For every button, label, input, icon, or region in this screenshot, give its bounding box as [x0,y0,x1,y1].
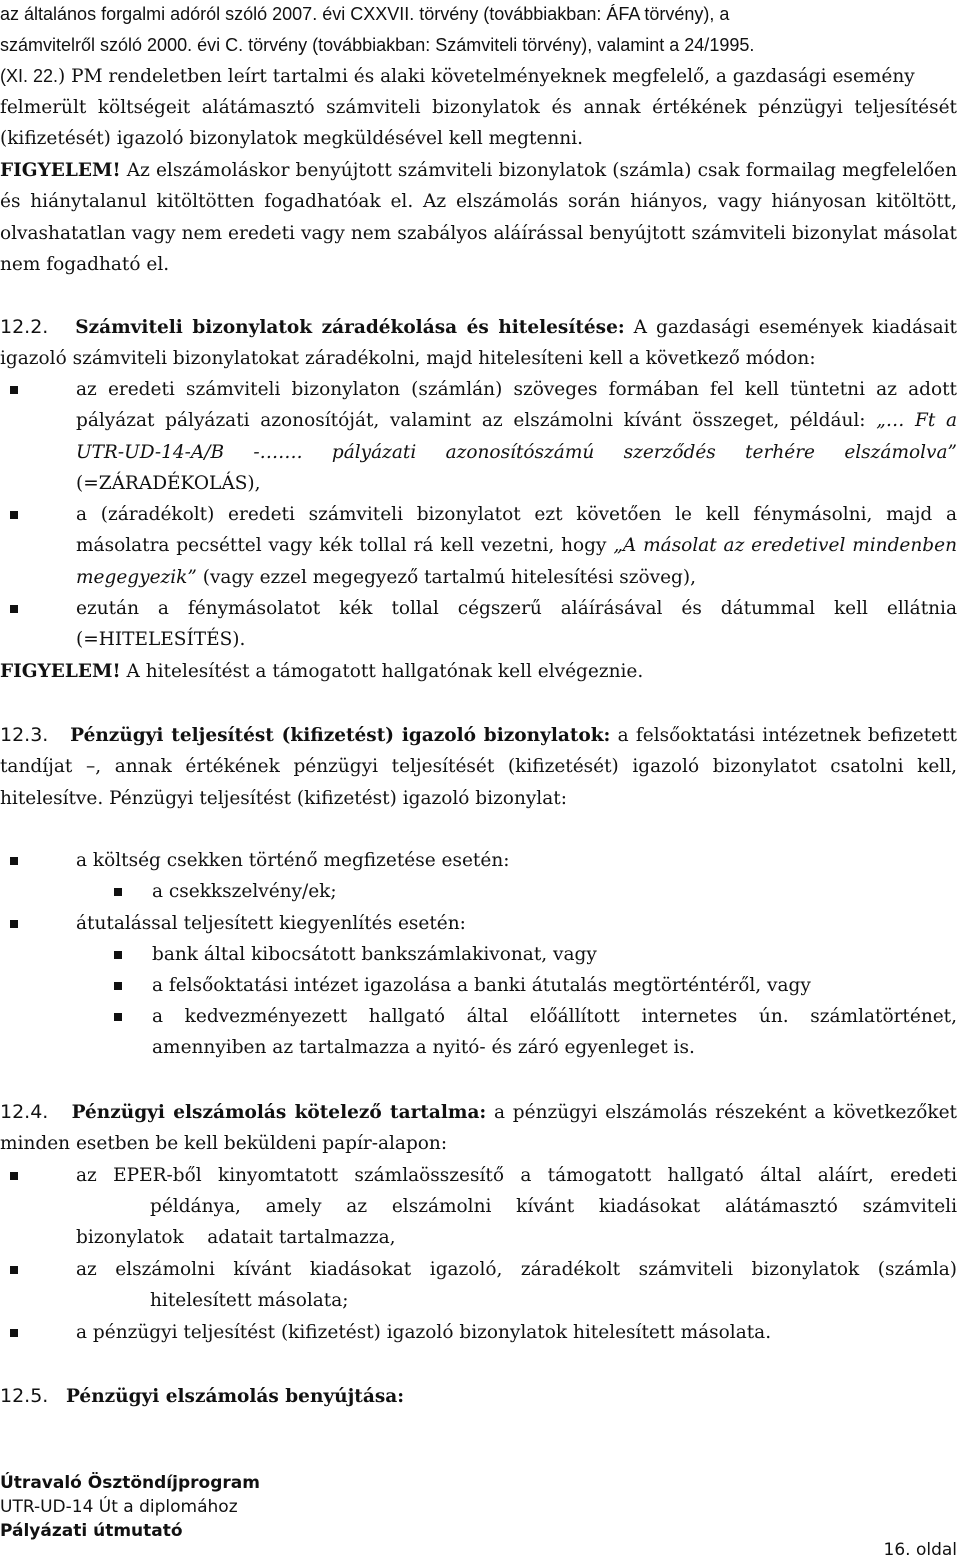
bullet-square-icon [10,605,18,613]
bullet-square-icon [10,1329,18,1337]
list-item [76,374,957,499]
footer-document-name: Pályázati útmutató [0,1521,183,1541]
list-item: ezután a fénymásolatot kék tollal cégszerű aláírásával és dátummal kell ellátnia (=HITELESÍTÉS). [76,598,957,651]
section-title: Pénzügyi teljesítést (kifizetést) igazoló bizonylatok: [70,725,611,746]
section-12-4-paragraph [0,1097,957,1160]
section-12-3-paragraph [0,720,957,814]
intro-paragraph: felmerült költségeit alátámasztó számviteli bizonylatok és annak értékének pénzügyi teljesítését (kifizetését) igazoló bizonylatok megküldésével kell megtenni. [0,97,957,150]
list-item-text: a (záradékolt) eredeti számviteli bizonylatot ezt követően le kell fénymásolni, majd a másolatra pecséttel vagy kék tollal rá kell vezetni, hogy [76,504,957,557]
list-item-continuation: bizonylatok adatait tartalmazza, [76,1227,396,1248]
section-title: Számviteli bizonylatok záradékolása és hitelesítése: [75,317,625,338]
section-title: Pénzügyi elszámolás benyújtása: [66,1386,405,1407]
intro-line-1: az általános forgalmi adóról szóló 2007. évi CXXVII. törvény (továbbiakban: ÁFA törvény), a [0,4,730,24]
section-12-2-warning [0,656,957,687]
section-text: a pénzügyi elszámolás részeként a következőket minden esetben be kell beküldeni papír-alapon: [0,1102,957,1155]
bullet-square-icon [114,888,122,896]
bullet-square-icon [114,1013,122,1021]
list-item: a pénzügyi teljesítést (kifizetést) igazoló bizonylatok hitelesített másolata. [76,1322,772,1343]
section-12-2-paragraph [0,312,957,375]
intro-warning [0,155,957,280]
sub-list-item: bank által kibocsátott bankszámlakivonat, vagy [152,944,597,965]
warning-text: Az elszámoláskor benyújtott számviteli bizonylatok (számla) csak formailag megfelelően és hiánytalanul kitöltötten fogadhatóak el. Az elszámolás során hiányos, vagy hiányosan kitöltött, olvashatatlan vagy nem eredeti vagy nem szabályos aláírással benyújtott számviteli bizonylat másolat nem fogadható el. [0,160,957,275]
list-item-continuation: hitelesített másolata; [150,1290,349,1311]
section-text: a felsőoktatási intézetnek befizetett tandíjat –, annak értékének pénzügyi teljesítését (kifizetését) igazoló bizonylatot csatolni kell, hitelesítve. Pénzügyi teljesítést (kifizetést) igazoló bizonylat: [0,725,957,809]
list-item: az elszámolni kívánt kiadásokat igazoló, záradékolt számviteli bizonylatok (számla) [76,1259,957,1280]
bullet-square-icon [10,857,18,865]
bullet-square-icon [10,386,18,394]
bullet-square-icon [10,511,18,519]
intro-date: (XI. 22. [0,66,59,86]
list-item: a költség csekken történő megfizetése esetén: [76,850,510,871]
bullet-square-icon [114,982,122,990]
intro-line-2: számvitelről szóló 2000. évi C. törvény (továbbiakban: Számviteli törvény), valamint a 24/1995. [0,35,755,55]
warning-text: A hitelesítést a támogatott hallgatónak kell elvégeznie. [120,661,644,682]
bullet-square-icon [10,920,18,928]
sub-list-item: a csekkszelvény/ek; [152,881,337,902]
warning-label: FIGYELEM! [0,160,121,181]
bullet-square-icon [114,951,122,959]
list-item-continuation: példánya, amely az elszámolni kívánt kiadásokat alátámasztó számviteli [150,1196,957,1217]
list-item [76,499,957,593]
section-title: Pénzügyi elszámolás kötelező tartalma: [71,1102,487,1123]
sub-list-item: a kedvezményezett hallgató által előállított internetes ún. számlatörténet, amennyiben az tartalmazza a nyitó- és záró egyenleget is. [152,1006,957,1059]
list-item: az EPER-ből kinyomtatott számlaösszesítő a támogatott hallgató által aláírt, eredeti [76,1165,957,1186]
section-number: 12.4. [0,1101,49,1123]
section-number: 12.3. [0,724,49,746]
section-number: 12.2. [0,316,49,338]
intro-line-3-text: ) PM rendeletben leírt tartalmi és alaki követelményeknek megfelelő, a gazdasági esemény [58,66,915,87]
section-number: 12.5. [0,1385,49,1407]
bullet-square-icon [10,1266,18,1274]
section-text: A gazdasági események kiadásait igazoló számviteli bizonylatokat záradékolni, majd hitelesíteni kell a következő módon: [0,317,957,370]
list-item-italic: „… Ft a UTR-UD-14-A/B -……. pályázati azonosítószámú szerződés terhére elszámolva” [76,410,957,463]
list-item-italic: „A másolat az eredetivel mindenben megegyezik” [76,535,957,588]
list-item: átutalással teljesített kiegyenlítés esetén: [76,913,466,934]
footer-program-name: Útravaló Ösztöndíjprogram [0,1473,260,1493]
sub-list-item: a felsőoktatási intézet igazolása a banki átutalás megtörténtéről, vagy [152,975,811,996]
intro-line-3 [0,61,957,92]
footer-project-code: UTR-UD-14 Út a diplomához [0,1497,238,1517]
list-item-text: az eredeti számviteli bizonylaton (számlán) szöveges formában fel kell tüntetni az adott pályázat pályázati azonosítóját, valamint az elszámolni kívánt összeget, például: [76,379,957,432]
list-item-tail: (=ZÁRADÉKOLÁS), [76,472,261,494]
list-item-tail: (vagy ezzel megegyező tartalmú hitelesítési szöveg), [196,566,696,588]
section-12-5-heading [0,1381,957,1412]
page-number: 16. oldal [883,1540,957,1560]
bullet-square-icon [10,1172,18,1180]
warning-label: FIGYELEM! [0,661,121,682]
